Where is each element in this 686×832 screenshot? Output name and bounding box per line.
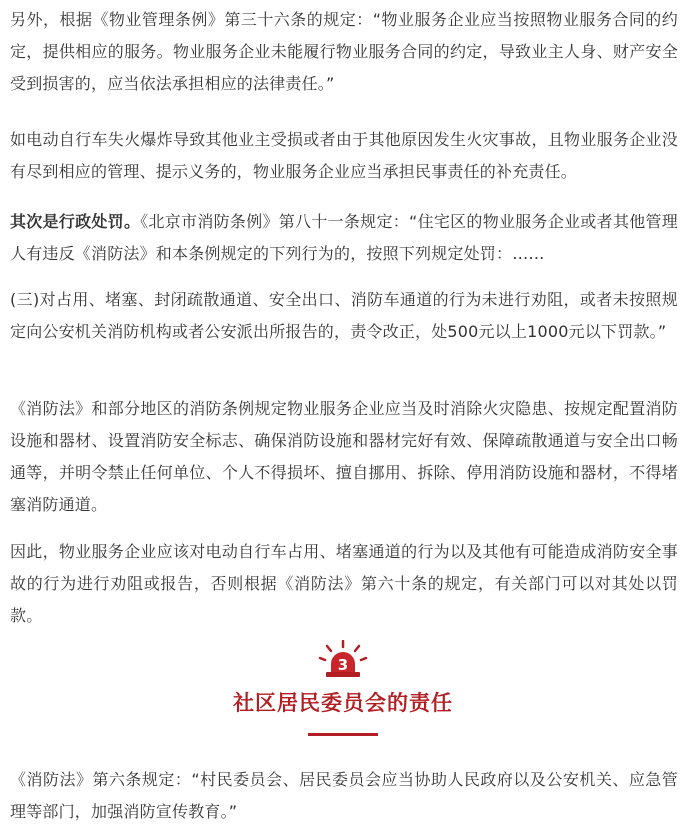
- paragraph-supplementary-liability: 如电动自行车失火爆炸导致其他业主受损或者由于其他原因发生火灾事故，且物业服务企业没有尽到相应的管理、提示义务的，物业服务企业应当承担民事责任的补充责任。: [10, 130, 678, 181]
- section-badge: [312, 640, 374, 680]
- section-number: 3: [337, 656, 349, 674]
- paragraph-property-regulation: 另外，根据《物业管理条例》第三十六条的规定：“物业服务企业应当按照物业服务合同的约定，提供相应的服务。物业服务企业未能履行物业服务合同的约定，导致业主人身、财产安全受到损害的，应当依法承担相应的法律责任。”: [10, 10, 678, 93]
- paragraph-text: 《北京市消防条例》第八十一条规定：“住宅区的物业服务企业或者其他管理人有违反《消防法》和本条例规定的下列行为的，按照下列规定处罚：……: [10, 212, 678, 263]
- section-title: 社区居民委员会的责任: [233, 691, 453, 715]
- paragraph-fire-law-duties: 《消防法》和部分地区的消防条例规定物业服务企业应当及时消除火灾隐患、按规定配置消防设施和器材、设置消防安全标志、确保消防设施和器材完好有效、保障疏散通道与安全出口畅通等，并明令禁止任何单位、个人不得损坏、擅自挪用、拆除、停用消防设施和器材，不得堵塞消防通道。: [10, 399, 678, 514]
- alarm-light-icon: [312, 640, 374, 680]
- section-divider: [308, 733, 378, 736]
- paragraph-administrative-penalty: [10, 206, 678, 270]
- paragraph-lead-bold: 其次是行政处罚。: [10, 212, 141, 231]
- paragraph-conclusion: 因此，物业服务企业应该对电动自行车占用、堵塞通道的行为以及其他有可能造成消防安全事故的行为进行劝阻或报告，否则根据《消防法》第六十条的规定，有关部门可以对其处以罚款。: [10, 542, 678, 625]
- paragraph-fire-law-article-six: 《消防法》第六条规定：“村民委员会、居民委员会应当协助人民政府以及公安机关、应急管理等部门，加强消防宣传教育。”: [10, 770, 678, 821]
- paragraph-clause-three: (三)对占用、堵塞、封闭疏散通道、安全出口、消防车通道的行为未进行劝阻，或者未按照规定向公安机关消防机构或者公安派出所报告的，责令改正，处500元以上1000元以下罚款。”: [10, 290, 678, 341]
